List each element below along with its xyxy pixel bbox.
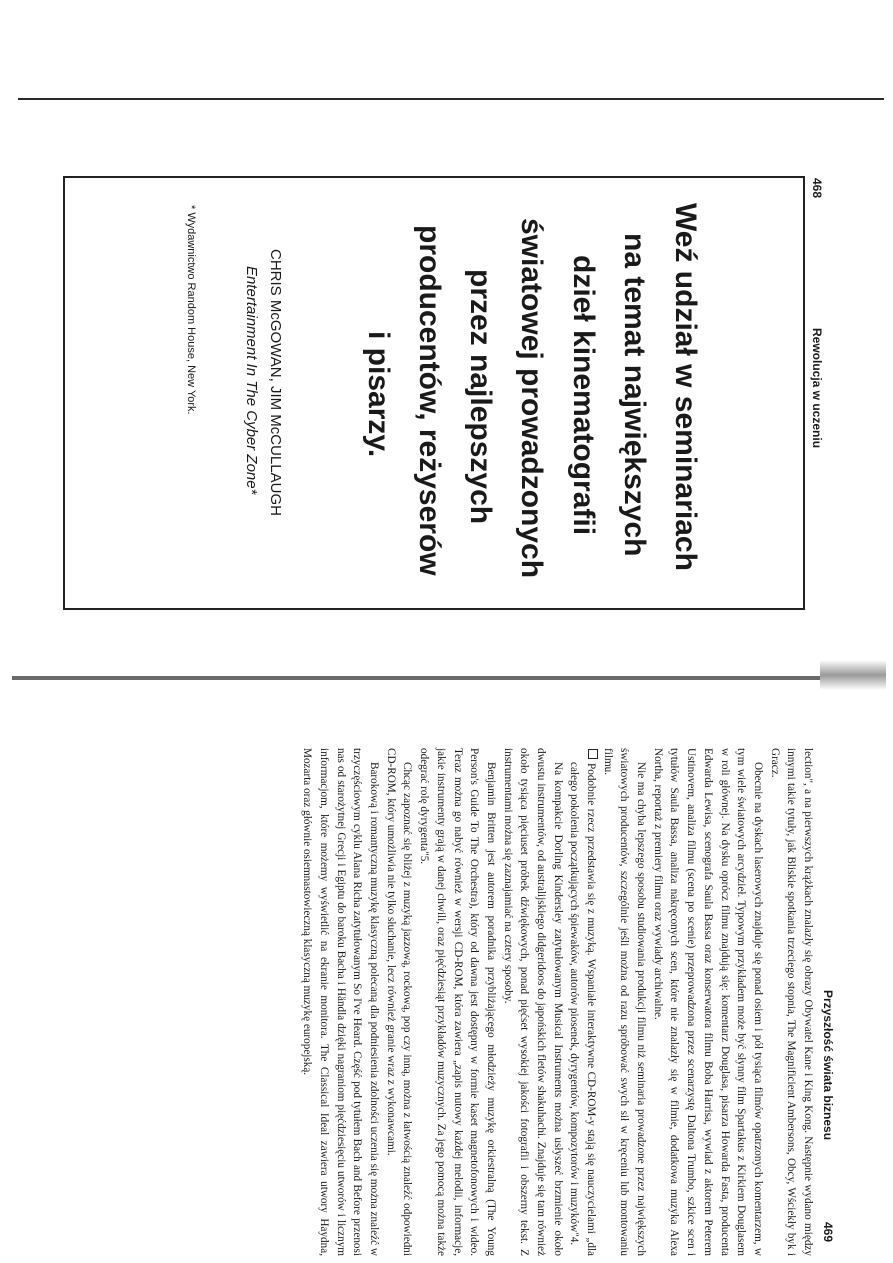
right-page-number: 469 — [821, 1222, 835, 1243]
authors: CHRIS McGOWAN, JIM McCULLAUGH — [267, 249, 284, 516]
headline-line-1: Weź udział w seminariach — [669, 203, 702, 571]
paragraph: Chcąc zapoznać się bliżej z muzyką jazzową, rockową, pop czy inną, można z łatwością znaleźć odpowiedni CD-ROM, który umożliwia nie tylko słuchanie, lecz również granie wraz z wykonawcami. — [384, 748, 414, 1256]
headline-line-2: na temat największych — [618, 233, 651, 557]
paragraph — [566, 748, 599, 1256]
footnote: * Wydawnictwo Random House, New York. — [185, 205, 197, 415]
paragraph: Benjamin Britten jest autorem poradnika przybliżającego młodzieży muzykę orkiestralną (The Young Person's Guide To The Orchestra), który od dawna jest dostępny w formie kaset magnetofonowych i wideo. Teraz można go nabyć również w wersji CD-ROM, która zawiera „zapis nutowy każdej melodii, informacje, jakie instrumenty grają w danej chwili, oraz pięćdziesiąt przykładów muzycznych. Za jego pomocą można także odegrać rolę dyrygenta"5. — [418, 748, 497, 1256]
checkbox-icon — [588, 749, 598, 759]
right-running-head: Przyszłość świata biznesu — [821, 990, 835, 1141]
left-running-head: Rewolucja w uczeniu — [810, 328, 824, 449]
headline-line-5: przez najlepszych — [464, 269, 497, 525]
book-title: Entertainment In The Cyber Zone* — [243, 266, 260, 495]
page-fold-shadow — [820, 660, 886, 690]
paragraph: Barokową i romantyczną muzykę klasyczną polecaną dla podniesienia zdolności uczenia się można znaleźć w trzyczęściowym cyklu Alana Richa zatytułowanym So I've Heard. Część pod tytułem Bach and Before przenosi nas od starożytnej Grecji i Egiptu do baroku Bacha i Händla dzięki nagraniom pięćdziesięciu utworów i licznym informacjom, które możemy wyświetlić na ekranie monitora. The Classical Ideal zawiera utwory Haydna, Mozarta oraz głównie osiemnastowieczną klasyczną muzykę europejską. — [301, 748, 381, 1256]
top-rule — [18, 98, 884, 100]
paragraph: Na kompakcie Dorling Kindersley zatytułowanym Musical Instruments można usłyszeć brzmienie około dwustu instrumentów, od australijskiego didgeridoos do japońskich fletów shakuhachi. Znajduje się tam również około tysiąca pięciuset próbek dźwiękowych, ponad pięćset wysokiej jakości fotografii i obszerny tekst. Z instrumentami można się zaznajamiać na cztery sposoby. — [501, 748, 564, 1256]
paragraph-text: Podobnie rzecz przedstawia się z muzyką. Wspaniałe interaktywne CD-ROM-y stają się nauczycielami „dla całego pokolenia początkujących śpiewaków, autorów piosenek, dyrygentów, kompozytorów i muzyków"4. — [568, 762, 598, 1256]
headline-line-7: i pisarzy. — [362, 331, 395, 458]
left-page-number: 468 — [810, 178, 824, 199]
body-text — [299, 748, 816, 1256]
headline-line-6: producentów, reżyserów — [413, 225, 446, 576]
headline-line-3: dzieł kinematografii — [567, 255, 600, 536]
paragraph: lection", a na pierwszych krążkach znalazły się obrazy Obywatel Kane i King Kong. Następnie wydano między innymi takie tytuły, jak Bliskie spotkania trzeciego stopnia, The Magnificient Ambersons, Obcy, Wściekły byk i Gracz. — [768, 748, 814, 1256]
paragraph: Obecnie na dyskach laserowych znajduje się ponad osiem i pół tysiąca filmów opatrzonych komentarzem, w tym wiele światowych arcydzieł. Typowym przykładem może być słynny film Spartakus z Kirkiem Douglasem w roli głównej. Na dysku oprócz filmu znajdują się: komentarz Douglasa, pisarza Howarda Fasta, producenta Edwarda Lewisa, scenografa Saula Bassa oraz konserwatora filmu Boba Harrisa, wywiad z aktorem Peterem Ustinovem, analiza filmu (scena po scenie) przeprowadzona przez scenarzystę Daltona Trumbo, szkice scen i tytułów Saula Bassa, analiza nakręconych scen, które nie znalazły się w filmie, dodatkowa muzyka Alexa Northa, reportaż z premiery filmu oraz wywiady archiwalne. — [651, 748, 764, 1256]
headline-line-4: światowej prowadzonych — [515, 218, 548, 579]
page-fold — [12, 676, 886, 680]
paragraph: Nie ma chyba lepszego sposobu studiowania produkcji filmu niż seminaria prowadzone przez największych światowych producentów, szczególnie jeśli można od razu spróbować swych sił w kręceniu lub montowaniu filmu. — [601, 748, 648, 1256]
